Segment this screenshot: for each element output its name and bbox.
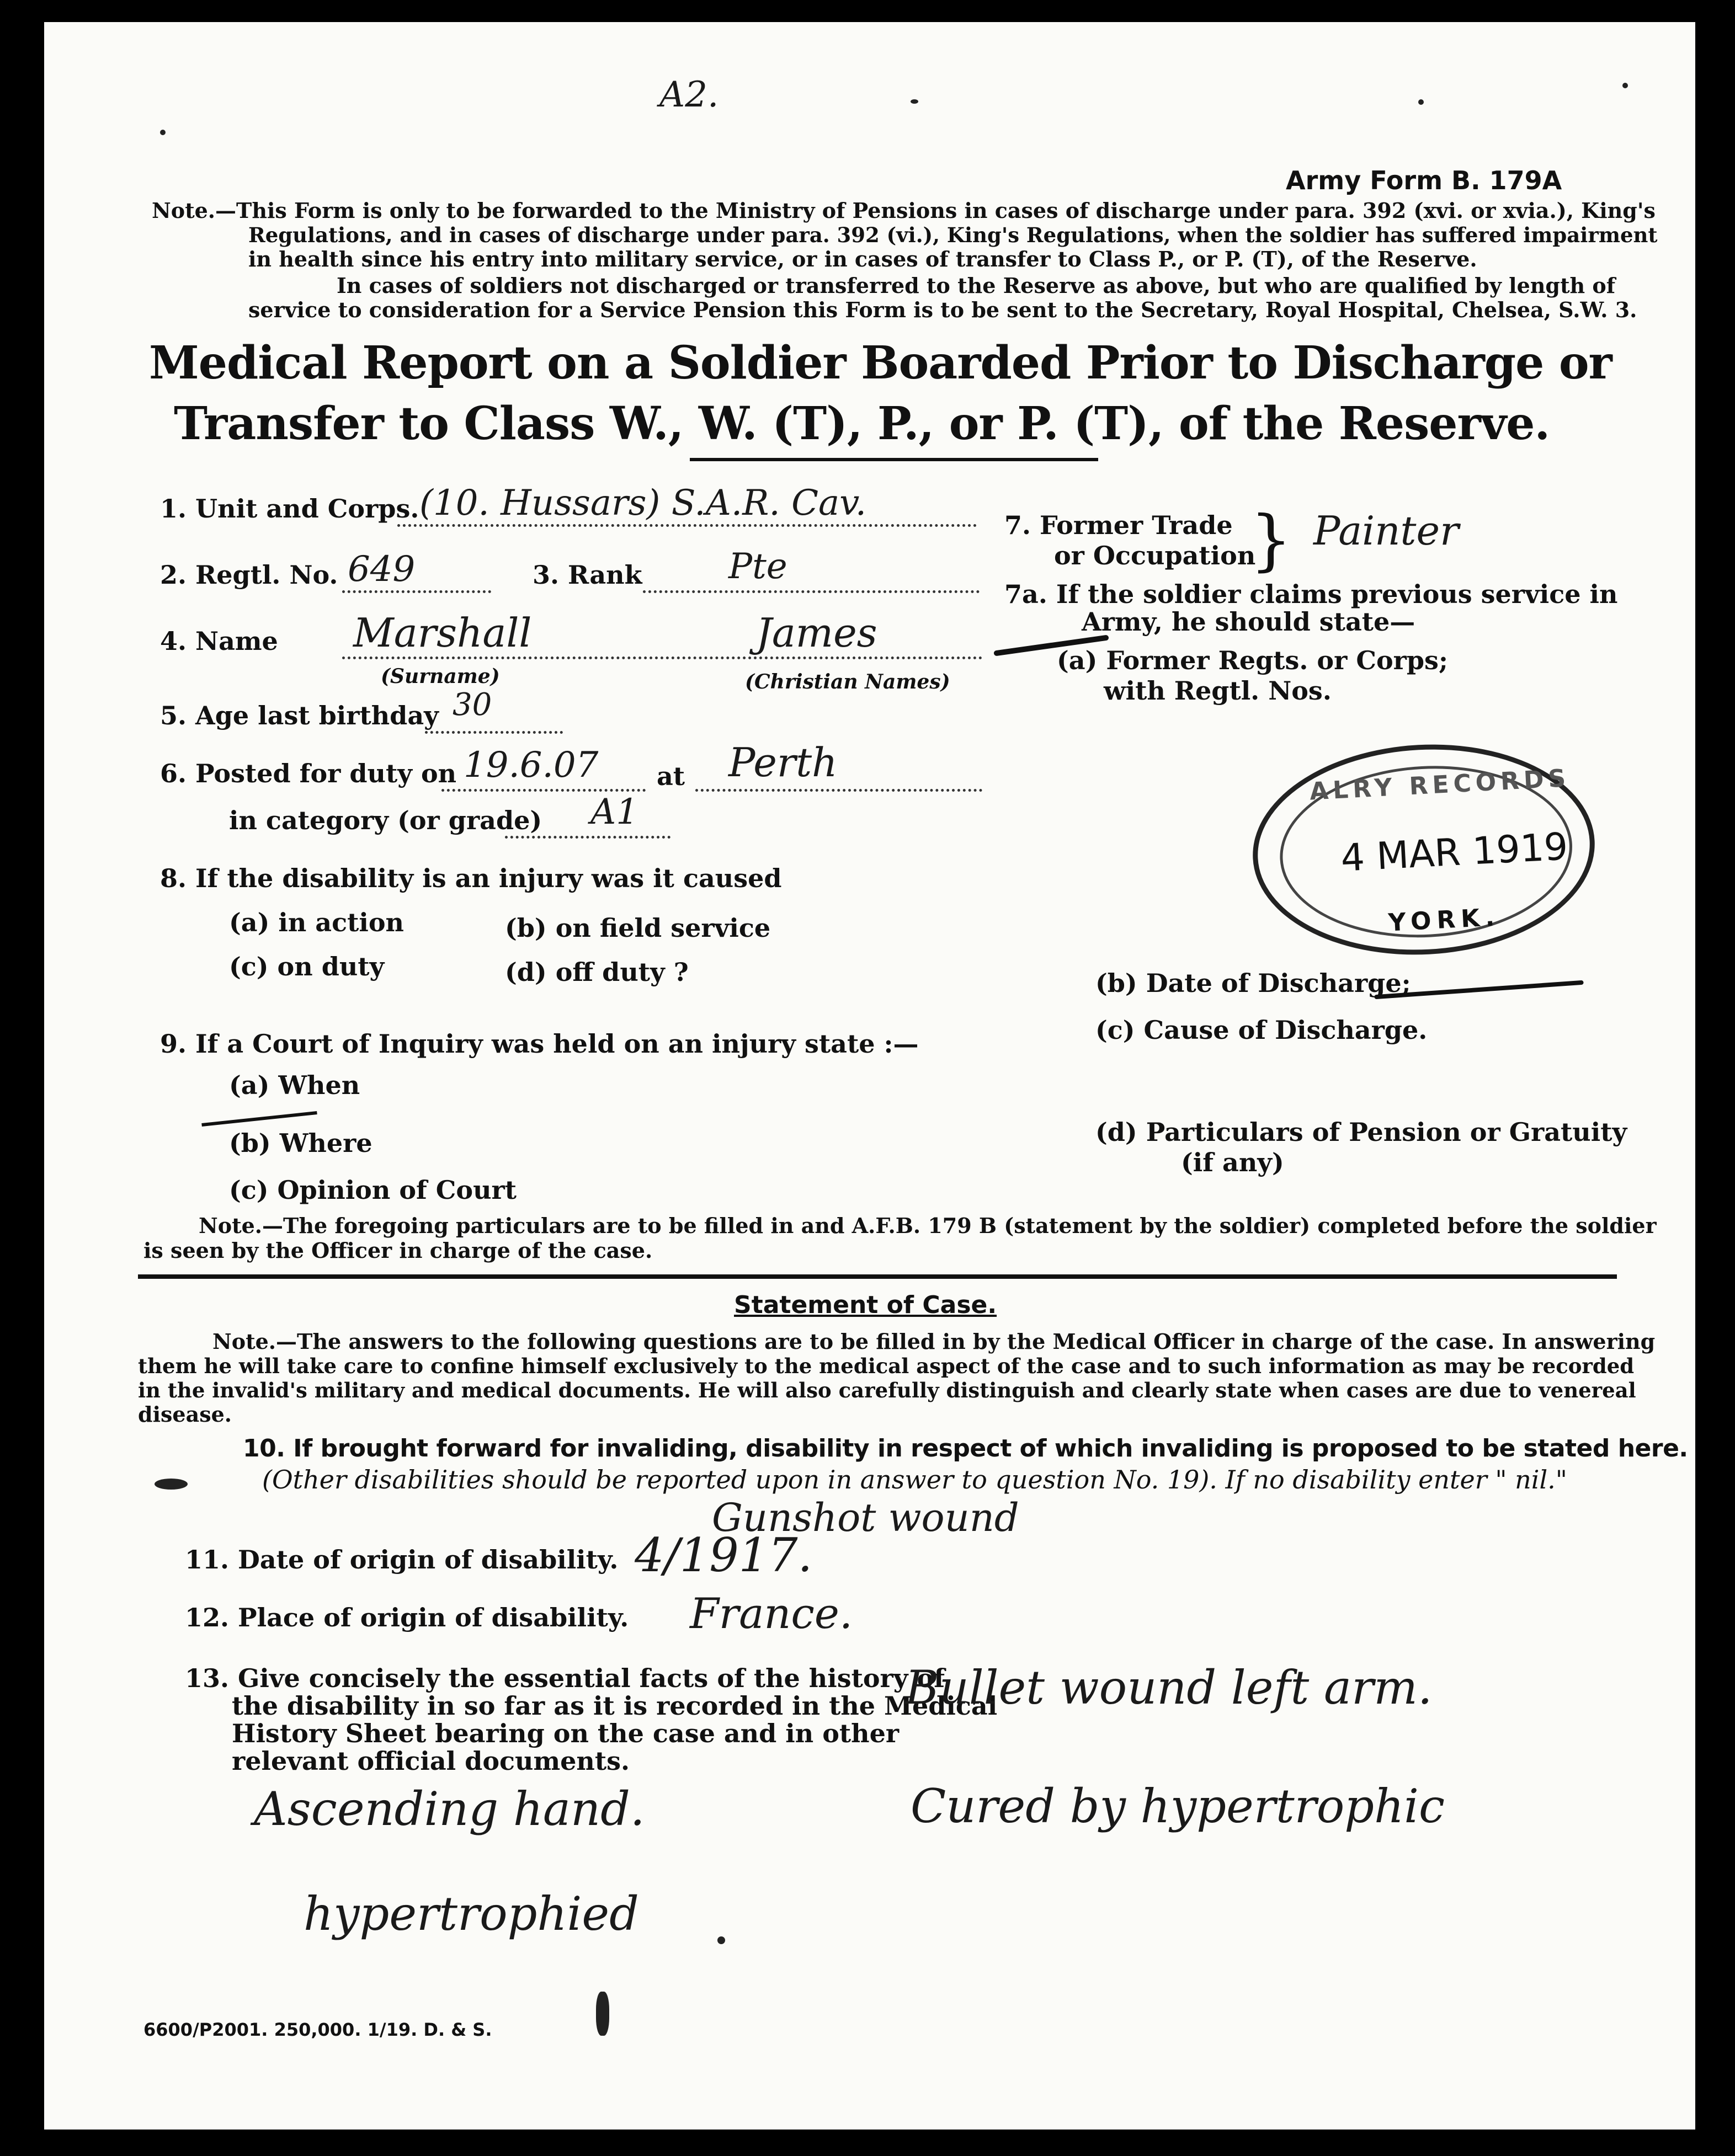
top-note-line: Regulations, and in cases of discharge under para. 392 (vi.), King's Regulations, when the soldier has suffered impairment [248,223,1658,247]
field-7a-sub-a2: with Regtl. Nos. [1104,676,1332,706]
section-divider [138,1274,1617,1279]
title-line-2: Transfer to Class W., W. (T), P., or P. (T), of the Reserve. [174,397,1550,450]
field-unit-value: (10. Hussars) S.A.R. Cav. [419,483,867,524]
stamp-date: 4 MAR 1919 [1339,825,1569,880]
q12-label: 12. Place of origin of disability. [185,1603,629,1632]
ink-speck [160,130,166,135]
field-discharge-date: (b) Date of Discharge; [1095,968,1411,998]
statement-note-line: in the invalid's military and medical documents. He will also carefully distinguish and clearly state when cases are due to venereal [138,1378,1636,1402]
field-9-b: (b) Where [229,1128,372,1158]
field-age-label: 5. Age last birthday [160,701,439,730]
field-pension-line-1: (d) Particulars of Pension or Gratuity [1095,1117,1627,1147]
ink-speck [155,1479,188,1490]
statement-note-line: disease. [138,1402,232,1427]
q10-answer: Gunshot wound [712,1495,1019,1540]
field-9-c: (c) Opinion of Court [229,1175,517,1205]
q13-line-1: 13. Give concisely the essential facts of the history of [185,1663,945,1693]
field-regtl-no-line [342,590,491,593]
q13-answer-1: Bullet wound left arm. [905,1661,1433,1715]
stamp-top-text: ALRY RECORDS [1308,764,1571,806]
q13-line-4: relevant official documents. [232,1746,630,1776]
field-trade-brace: } [1250,502,1292,579]
field-8-label: 8. If the disability is an injury was it caused [160,863,782,893]
stamp-bottom-text: YORK. [1387,903,1501,937]
ink-speck [911,99,918,104]
field-regtl-no-label: 2. Regtl. No. [160,560,338,590]
field-8-d: (d) off duty ? [505,957,689,987]
field-age-value: 30 [453,687,492,723]
field-unit-line [397,524,977,527]
field-8-b: (b) on field service [505,913,771,943]
field-category-label: in category (or grade) [229,805,542,835]
top-note-prefix: Note.— [152,198,237,223]
corner-mark: A2. [659,74,719,115]
field-christian-value: James [756,610,877,656]
field-regtl-no-value: 649 [348,549,416,590]
mid-note-prefix: Note.— [199,1213,284,1238]
field-age-line [425,731,563,734]
field-9-a: (a) When [229,1070,360,1100]
field-unit-label: 1. Unit and Corps. [160,494,419,524]
field-name-label: 4. Name [160,626,278,656]
ink-speck [596,1992,609,2036]
field-posted-at-label: at [657,761,685,791]
statement-note-line: them he will take care to confine himself exclusively to the medical aspect of the case and to such information as may be recorded [138,1354,1635,1378]
field-9-label: 9. If a Court of Inquiry was held on an injury state :— [160,1029,919,1059]
field-8-c: (c) on duty [229,952,385,981]
ink-speck [1418,99,1424,105]
top-note-line: in health since his entry into military service, or in cases of transfer to Class P., or P. (T), of the Reserve. [248,247,1477,271]
statement-heading: Statement of Case. [734,1291,997,1319]
records-stamp [1247,736,1600,963]
title-underline [690,458,1098,461]
field-posted-date-value: 19.6.07 [464,745,599,786]
q10-line-2: (Other disabilities should be reported upon in answer to question No. 19). If no disability enter " nil." [262,1465,1567,1495]
field-trade-label-1: 7. Former Trade [1004,510,1233,540]
top-note-line: In cases of soldiers not discharged or transferred to the Reserve as above, but who are qualified by length of [337,273,1616,298]
statement-note-text: The answers to the following questions are to be filled in by the Medical Officer in charge of the case. In answering [297,1329,1656,1354]
field-7a-line-2: Army, he should state— [1082,607,1415,637]
ink-speck [717,1936,725,1944]
top-note-line: service to consideration for a Service Pension this Form is to be sent to the Secretary, Royal Hospital, Chelsea, S.W. 3. [248,297,1637,322]
field-7a-line-1: 7a. If the soldier claims previous service in [1004,579,1618,609]
q13-line-3: History Sheet bearing on the case and in other [232,1719,900,1748]
field-8-a: (a) in action [229,908,404,937]
q13-answer-2b: Cured by hypertrophic [911,1779,1445,1833]
q11-label: 11. Date of origin of disability. [185,1545,619,1575]
field-surname-value: Marshall [353,610,532,656]
field-category-value: A1 [590,792,638,832]
handwritten-arrow [201,1111,317,1127]
field-trade-value: Painter [1313,508,1459,554]
title-line-1: Medical Report on a Soldier Boarded Prior to Discharge or [149,337,1612,389]
ink-speck [1622,83,1628,88]
form-page [44,22,1695,2130]
field-pension-line-2: (if any) [1181,1148,1284,1177]
top-note [152,199,1656,223]
printer-line: 6600/P2001. 250,000. 1/19. D. & S. [143,2019,492,2040]
field-name-line [342,657,982,659]
field-rank-line [643,590,980,593]
q12-answer: France. [690,1589,853,1638]
mid-note-line-2: is seen by the Officer in charge of the case. [143,1238,653,1263]
field-rank-value: Pte [728,546,787,587]
q10-line-1: 10. If brought forward for invaliding, disability in respect of which invaliding is proposed to be stated here. [243,1434,1688,1463]
field-posted-place-line [695,789,982,792]
field-rank-label: 3. Rank [533,560,642,590]
q11-answer: 4/1917. [635,1528,813,1582]
mid-note-line-1 [199,1214,1657,1238]
field-discharge-cause: (c) Cause of Discharge. [1095,1015,1428,1045]
top-note-line: This Form is only to be forwarded to the Ministry of Pensions in cases of discharge under para. 392 (xvi. or xvia.), King's [236,198,1656,223]
field-category-line [505,836,670,839]
q13-line-2: the disability in so far as it is recorded in the Medical [232,1691,998,1721]
mid-note-text: The foregoing particulars are to be filled in and A.F.B. 179 B (statement by the soldier) completed before the soldier [283,1213,1657,1238]
field-surname-caption: (Surname) [381,665,500,688]
field-7a-sub-a: (a) Former Regts. or Corps; [1057,645,1448,675]
q13-answer-3: hypertrophied [304,1887,639,1941]
field-posted-place-value: Perth [728,739,838,786]
form-number: Army Form B. 179A [1286,166,1562,195]
q13-answer-2a: Ascending hand. [254,1782,645,1836]
statement-note-prefix: Note.— [212,1329,297,1354]
field-trade-label-2: or Occupation [1054,541,1256,570]
field-posted-label: 6. Posted for duty on [160,759,457,788]
statement-note-line-1 [212,1330,1655,1354]
field-christian-caption: (Christian Names) [745,670,950,693]
